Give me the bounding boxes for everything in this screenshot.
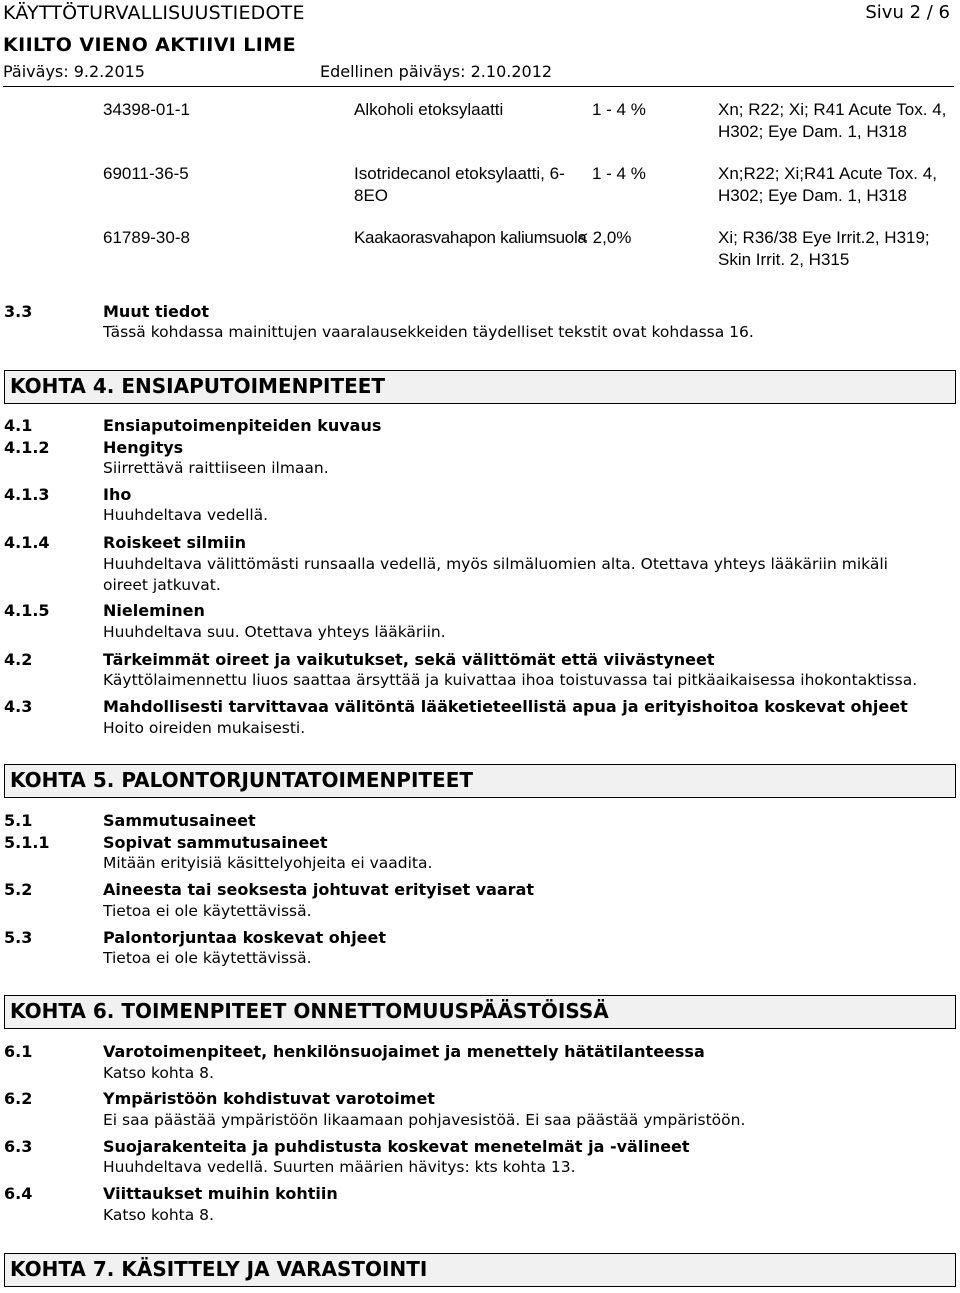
classification: Xi; R36/38 Eye Irrit.2, H319; Skin Irrit. 2, H315: [718, 228, 930, 269]
section-text: Huuhdeltava suu. Otettava yhteys lääkäriin.: [103, 623, 446, 641]
concentration: 1 - 4 %: [592, 164, 646, 183]
section-text: Tietoa ei ole käytettävissä.: [103, 902, 312, 920]
section-heading-text: KOHTA 7. KÄSITTELY JA VARASTOINTI: [10, 1257, 428, 1281]
section-title: Aineesta tai seoksesta johtuvat erityiset vaarat: [103, 880, 535, 899]
section-number: 5.1.1: [4, 833, 50, 852]
document-type: KÄYTTÖTURVALLISUUSTIEDOTE: [3, 2, 305, 24]
section-title: Sammutusaineet: [103, 811, 256, 830]
section-number: 4.1.2: [4, 438, 50, 457]
classification: Xn; R22; Xi; R41 Acute Tox. 4, H302; Eye Dam. 1, H318: [718, 100, 947, 141]
component-name: Isotridecanol etoksylaatti, 6-8EO: [354, 164, 565, 205]
section-number: 4.1.5: [4, 601, 50, 620]
section-title: Varotoimenpiteet, henkilönsuojaimet ja menettely hätätilanteessa: [103, 1042, 705, 1061]
section-heading-6: [4, 995, 956, 1029]
section-text: Katso kohta 8.: [103, 1064, 214, 1082]
section-title: Tärkeimmät oireet ja vaikutukset, sekä välittömät että viivästyneet: [103, 650, 715, 669]
classification: Xn;R22; Xi;R41 Acute Tox. 4, H302; Eye Dam. 1, H318: [718, 164, 937, 205]
section-text: Katso kohta 8.: [103, 1206, 214, 1224]
section-text: Ei saa päästää ympäristöön likaamaan pohjavesistöä. Ei saa päästää ympäristöön.: [103, 1111, 746, 1129]
section-number: 6.3: [4, 1137, 33, 1156]
section-number: 6.4: [4, 1184, 33, 1203]
section-number: 5.2: [4, 880, 33, 899]
section-number: 4.1: [4, 416, 33, 435]
section-title: Mahdollisesti tarvittavaa välitöntä lääketieteellistä apua ja erityishoitoa koskevat ohjeet: [103, 697, 908, 716]
section-title: Muut tiedot: [103, 302, 209, 321]
section-title: Iho: [103, 485, 132, 504]
section-text: Huuhdeltava vedellä. Suurten määrien hävitys: kts kohta 13.: [103, 1158, 576, 1176]
section-title: Ympäristöön kohdistuvat varotoimet: [103, 1089, 435, 1108]
section-title: Viittaukset muihin kohtiin: [103, 1184, 338, 1203]
page-header: [3, 0, 954, 87]
section-text: Huuhdeltava vedellä.: [103, 506, 269, 524]
section-title: Suojarakenteita ja puhdistusta koskevat menetelmät ja -välineet: [103, 1137, 690, 1156]
section-heading-text: KOHTA 5. PALONTORJUNTATOIMENPITEET: [10, 768, 473, 792]
previous-date: Edellinen päiväys: 2.10.2012: [320, 62, 553, 81]
section-number: 3.3: [4, 302, 33, 321]
component-name: Alkoholi etoksylaatti: [354, 100, 504, 119]
page-number: Sivu 2 / 6: [865, 2, 950, 23]
section-heading-text: KOHTA 6. TOIMENPITEET ONNETTOMUUSPÄÄSTÖISSÄ: [10, 999, 609, 1023]
cas-number: 61789-30-8: [103, 228, 190, 247]
section-text: Siirrettävä raittiiseen ilmaan.: [103, 459, 329, 477]
cas-number: 69011-36-5: [103, 164, 189, 183]
section-title: Sopivat sammutusaineet: [103, 833, 328, 852]
product-name: KIILTO VIENO AKTIIVI LIME: [3, 34, 296, 56]
section-heading-7: [4, 1253, 956, 1287]
section-heading-4: [4, 370, 956, 404]
section-text: Hoito oireiden mukaisesti.: [103, 719, 306, 737]
section-text: Mitään erityisiä käsittelyohjeita ei vaadita.: [103, 854, 433, 872]
section-number: 4.2: [4, 650, 33, 669]
section-number: 6.2: [4, 1089, 33, 1108]
component-name: Kaakaorasvahapon kaliumsuola: [354, 228, 587, 247]
section-number: 4.1.3: [4, 485, 50, 504]
section-title: Palontorjuntaa koskevat ohjeet: [103, 928, 387, 947]
section-number: 6.1: [4, 1042, 33, 1061]
section-text: Tietoa ei ole käytettävissä.: [103, 949, 312, 967]
section-text: Huuhdeltava välittömästi runsaalla vedellä, myös silmäluomien alta. Otettava yhteys lääkäriin mikäli oireet jatkuvat.: [103, 555, 888, 594]
section-number: 5.1: [4, 811, 33, 830]
current-date: Päiväys: 9.2.2015: [3, 62, 145, 81]
concentration: < 2,0%: [578, 228, 632, 247]
concentration: 1 - 4 %: [592, 100, 646, 119]
cas-number: 34398-01-1: [103, 100, 190, 119]
section-title: Ensiaputoimenpiteiden kuvaus: [103, 416, 382, 435]
section-heading-5: [4, 764, 956, 798]
section-heading-text: KOHTA 4. ENSIAPUTOIMENPITEET: [10, 374, 386, 398]
section-number: 4.1.4: [4, 533, 50, 552]
section-text: Tässä kohdassa mainittujen vaaralausekkeiden täydelliset tekstit ovat kohdassa 16.: [103, 323, 754, 341]
section-title: Roiskeet silmiin: [103, 533, 246, 552]
section-title: Nieleminen: [103, 601, 205, 620]
section-number: 5.3: [4, 928, 33, 947]
section-text: Käyttölaimennettu liuos saattaa ärsyttää ja kuivattaa ihoa toistuvassa tai pitkäaikaisessa ihokontaktissa.: [103, 671, 918, 689]
section-title: Hengitys: [103, 438, 184, 457]
section-number: 4.3: [4, 697, 33, 716]
